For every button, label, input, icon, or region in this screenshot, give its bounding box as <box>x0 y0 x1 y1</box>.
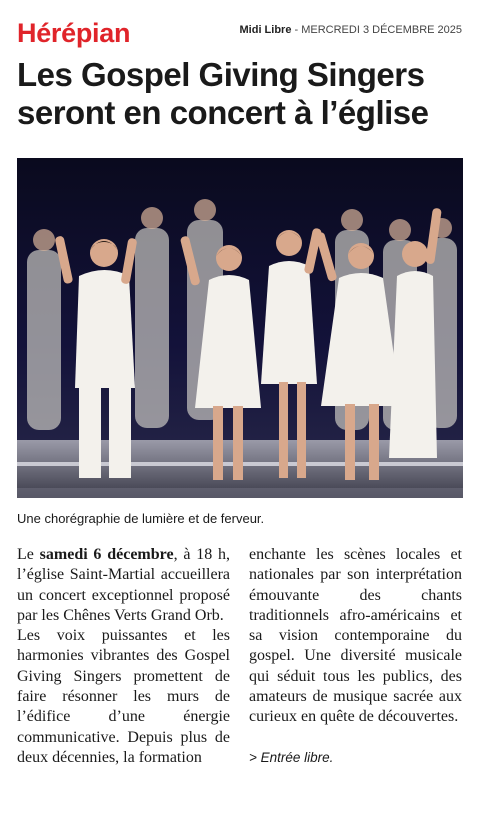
intro-rest: , à 18 h, l’église Saint-Martial accueillera un concert exceptionnel proposé par les Chênes Verts Grand Orb. <box>17 546 231 624</box>
section-kicker: Hérépian <box>17 18 131 48</box>
article-photo <box>17 158 463 498</box>
paragraph-continued: enchante les scènes locales et nationales par son interprétation émouvante des chants traditionnels afro-américains et sa vision contemporaine du gospel. Une diversité musicale qui séduit tous les publics, des amateurs de musique sacrée aux curieux en quête de découvertes. <box>249 546 462 726</box>
paragraph-intro <box>17 545 230 626</box>
source-brand: Midi Libre <box>239 24 292 36</box>
choir-illustration <box>17 158 463 498</box>
paragraph-body: Les voix puissantes et les harmonies vibrantes des Gospel Giving Singers promettent de faire résonner les murs de l’édifice d’une énergie communicative. Depuis plus de deux décennies, la formation <box>17 627 230 766</box>
intro-lead: Le <box>17 546 40 563</box>
photo-caption: Une chorégraphie de lumière et de ferveur. <box>17 511 265 526</box>
article-column-right <box>249 545 462 768</box>
source-date: - MERCREDI 3 DÉCEMBRE 2025 <box>291 24 462 36</box>
footer-note: > Entrée libre. <box>249 749 334 765</box>
event-date: samedi 6 décembre <box>39 546 174 563</box>
article-header <box>17 14 462 54</box>
headline: Les Gospel Giving Singers seront en concert à l’église <box>17 56 429 131</box>
article-column-left <box>17 545 230 768</box>
source-line <box>240 24 463 36</box>
